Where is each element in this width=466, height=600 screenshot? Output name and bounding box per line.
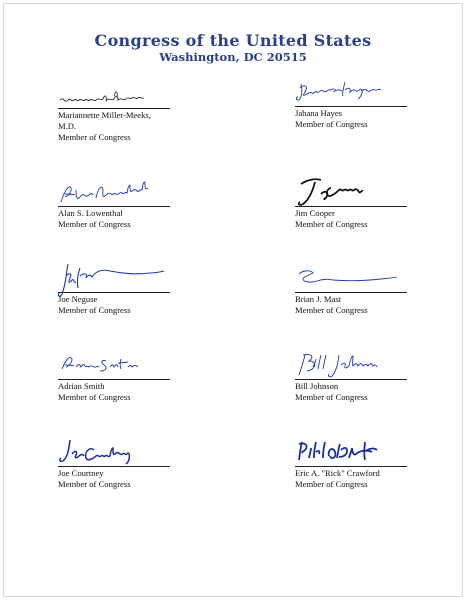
signer-role: Member of Congress: [58, 305, 131, 315]
signature-block-hayes: [295, 76, 407, 130]
signature-lowenthal: [58, 176, 173, 208]
signer-name: Jim Cooper: [295, 208, 335, 218]
signer-name: Brian J. Mast: [295, 294, 342, 304]
letterhead-title: Congress of the United States: [94, 31, 372, 50]
signer-name: Joe Neguse: [58, 294, 98, 304]
signature-line: [295, 349, 407, 380]
signature-block-cooper: [295, 176, 407, 230]
signer-role: Member of Congress: [58, 479, 131, 489]
signature-line: [295, 436, 407, 467]
signer-name: Bill Johnson: [295, 381, 339, 391]
signer-role: Member of Congress: [295, 219, 368, 229]
signer-role: Member of Congress: [58, 132, 131, 142]
signature-block-neguse: [58, 262, 170, 316]
signature-smith: [58, 349, 173, 381]
signer-name: Alan S. Lowenthal: [58, 208, 123, 218]
signature-crawford: [295, 436, 410, 468]
signer-name: Jahana Hayes: [295, 108, 343, 118]
signer-role: Member of Congress: [295, 479, 368, 489]
signature-line: [58, 349, 170, 380]
signature-block-courtney: [58, 436, 170, 490]
signature-neguse: [58, 262, 173, 294]
signature-line: [58, 436, 170, 467]
signature-block-lowenthal: [58, 176, 170, 230]
signature-block-mast: [295, 262, 407, 316]
signature-line: [295, 176, 407, 207]
signer-name: Adrian Smith: [58, 381, 105, 391]
signature-line: [58, 78, 170, 109]
signer-name: Mariannette Miller-Meeks,: [58, 110, 151, 120]
letterhead: [0, 32, 466, 65]
signature-johnson: [295, 349, 410, 381]
signature-block-johnson: [295, 349, 407, 403]
signature-line: [58, 176, 170, 207]
signature-line: [295, 262, 407, 293]
signature-block-crawford: [295, 436, 407, 490]
signature-hayes: [295, 76, 410, 108]
signer-suffix: M.D.: [58, 121, 77, 131]
signer-name: Eric A. "Rick" Crawford: [295, 468, 380, 478]
signature-courtney: [58, 436, 173, 468]
letterhead-subtitle: Washington, DC 20515: [159, 50, 307, 64]
signature-block-smith: [58, 349, 170, 403]
signature-block-miller-meeks: [58, 78, 170, 143]
signature-miller-meeks: [58, 78, 173, 110]
signer-role: Member of Congress: [295, 392, 368, 402]
signature-cooper: [295, 176, 410, 208]
signer-role: Member of Congress: [58, 392, 131, 402]
signature-mast: [295, 262, 410, 294]
signer-name: Joe Courtney: [58, 468, 104, 478]
signer-role: Member of Congress: [295, 119, 368, 129]
signature-line: [58, 262, 170, 293]
signature-line: [295, 76, 407, 107]
signer-role: Member of Congress: [58, 219, 131, 229]
signer-role: Member of Congress: [295, 305, 368, 315]
